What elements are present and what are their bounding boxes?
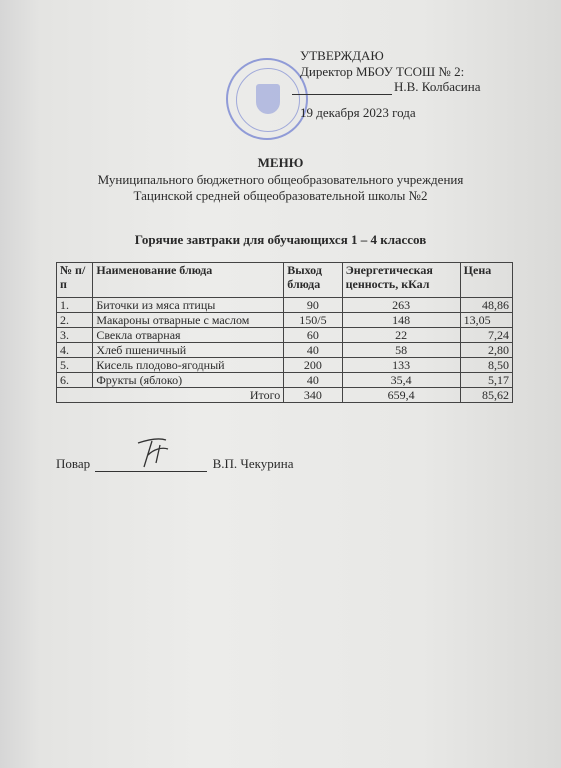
table-row bbox=[57, 328, 513, 343]
cell-price: 7,24 bbox=[460, 328, 512, 343]
cell-dish: Биточки из мяса птицы bbox=[93, 298, 284, 313]
approval-heading: УТВЕРЖДАЮ bbox=[300, 48, 384, 63]
total-output: 340 bbox=[284, 388, 342, 403]
table-row bbox=[57, 313, 513, 328]
table-header-row bbox=[57, 263, 513, 298]
cook-signature-block bbox=[56, 456, 293, 472]
column-header-energy: Энергетическая ценность, кКал bbox=[342, 263, 460, 298]
cell-output: 200 bbox=[284, 358, 342, 373]
menu-table bbox=[56, 262, 513, 403]
cell-dish: Свекла отварная bbox=[93, 328, 284, 343]
cell-price: 5,17 bbox=[460, 373, 512, 388]
cell-energy: 263 bbox=[342, 298, 460, 313]
cell-price: 2,80 bbox=[460, 343, 512, 358]
column-header-number: № п/п bbox=[57, 263, 93, 298]
cell-price: 48,86 bbox=[460, 298, 512, 313]
table-total-row bbox=[57, 388, 513, 403]
cell-energy: 148 bbox=[342, 313, 460, 328]
director-name: Н.В. Колбасина bbox=[394, 79, 481, 94]
approval-block bbox=[300, 48, 481, 120]
organization-line-2: Тацинской средней общеобразовательной школы №2 bbox=[133, 188, 428, 203]
cell-energy: 58 bbox=[342, 343, 460, 358]
column-header-price: Цена bbox=[460, 263, 512, 298]
cell-number: 4. bbox=[57, 343, 93, 358]
cell-number: 3. bbox=[57, 328, 93, 343]
cell-energy: 133 bbox=[342, 358, 460, 373]
official-stamp bbox=[226, 58, 308, 140]
total-price: 85,62 bbox=[460, 388, 512, 403]
cell-dish: Фрукты (яблоко) bbox=[93, 373, 284, 388]
organization-line-1: Муниципального бюджетного общеобразовательного учреждения bbox=[97, 172, 464, 187]
cell-output: 150/5 bbox=[284, 313, 342, 328]
cell-output: 40 bbox=[284, 343, 342, 358]
cell-output: 90 bbox=[284, 298, 342, 313]
signature-line bbox=[95, 471, 207, 472]
cell-number: 5. bbox=[57, 358, 93, 373]
cell-output: 60 bbox=[284, 328, 342, 343]
approval-signature bbox=[292, 79, 481, 95]
page-title: МЕНЮ bbox=[257, 155, 304, 170]
table-row bbox=[57, 298, 513, 313]
cook-name: В.П. Чекурина bbox=[212, 456, 294, 471]
cook-label: Повар bbox=[56, 456, 91, 471]
cell-number: 6. bbox=[57, 373, 93, 388]
cell-number: 1. bbox=[57, 298, 93, 313]
table-row bbox=[57, 343, 513, 358]
cell-output: 40 bbox=[284, 373, 342, 388]
coat-of-arms-icon bbox=[256, 84, 280, 114]
cell-price: 13,05 bbox=[460, 313, 512, 328]
column-header-dish: Наименование блюда bbox=[93, 263, 284, 298]
cell-dish: Кисель плодово-ягодный bbox=[93, 358, 284, 373]
cell-energy: 22 bbox=[342, 328, 460, 343]
menu-subtitle: Горячие завтраки для обучающихся 1 – 4 классов bbox=[134, 232, 427, 247]
column-header-output: Выход блюда bbox=[284, 263, 342, 298]
cell-number: 2. bbox=[57, 313, 93, 328]
cell-dish: Макароны отварные с маслом bbox=[93, 313, 284, 328]
table-row bbox=[57, 358, 513, 373]
total-label: Итого bbox=[57, 388, 284, 403]
cell-dish: Хлеб пшеничный bbox=[93, 343, 284, 358]
cell-price: 8,50 bbox=[460, 358, 512, 373]
total-energy: 659,4 bbox=[342, 388, 460, 403]
cell-energy: 35,4 bbox=[342, 373, 460, 388]
table-row bbox=[57, 373, 513, 388]
signature-line bbox=[292, 94, 392, 95]
approval-date: 19 декабря 2023 года bbox=[300, 104, 416, 120]
approval-position: Директор МБОУ ТСОШ № 2: bbox=[300, 63, 465, 79]
